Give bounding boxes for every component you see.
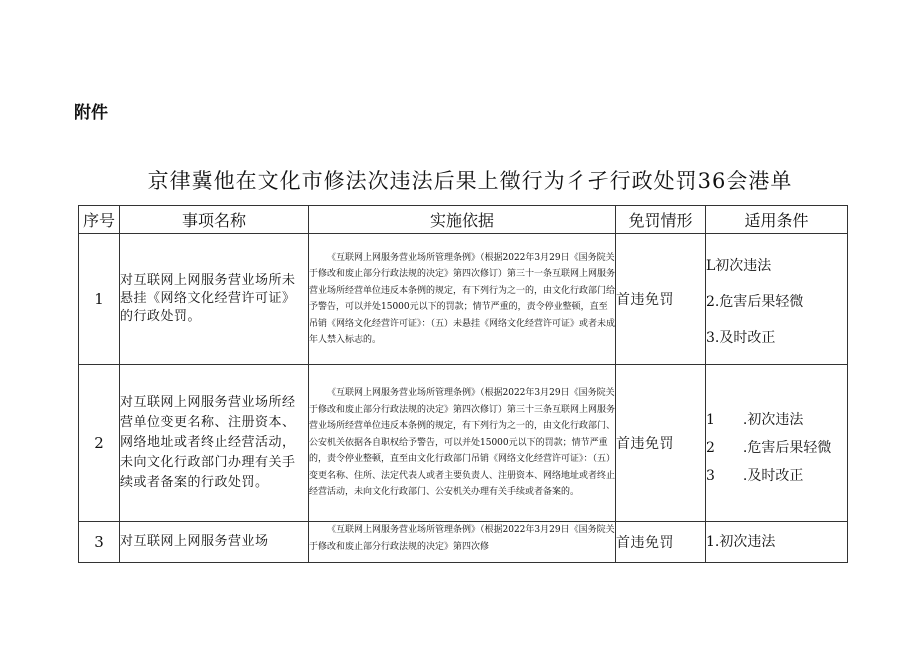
- penalty-list-table: [78, 205, 848, 563]
- header-item-name: 事项名称: [120, 206, 309, 234]
- row-basis-text: 《互联网上网服务营业场所管理条例》（根据2022年3月29日《国务院关于修改和废止部分行政法规的决定》第四次修订）第三十三条互联网上网服务营业场所经营单位违反本条例的规定，有下列行为之一的，由文化行政部门、公安机关依据各自职权给予警告，可以并处15000元以下的罚款；情节严重的，责令停业整顿，直至由文化行政部门吊销《网络文化经营许可证》：（五）变更名称、住所、法定代表人或者主要负责人、注册资本、网络地址或者终止经营活动，未向文化行政部门、公安机关办理有关手续或者备案的。: [309, 388, 616, 498]
- table-header-row: [79, 206, 848, 234]
- header-exemption: 免罚情形: [616, 206, 706, 234]
- row-conditions: [706, 522, 848, 563]
- header-seq: 序号: [79, 206, 120, 234]
- attachment-label: 附件: [74, 103, 108, 123]
- row-seq: 1: [79, 234, 120, 365]
- condition-item: L初次违法: [706, 258, 772, 274]
- row-basis: [309, 234, 616, 365]
- condition-item: 2 .危害后果轻微: [706, 440, 832, 456]
- condition-item: 2.危害后果轻微: [706, 294, 804, 310]
- row-item-name: 对互联网上网服务营业场: [120, 522, 309, 563]
- header-conditions: 适用条件: [706, 206, 848, 234]
- table-row: [79, 522, 848, 563]
- condition-item: 3 .及时改正: [706, 468, 804, 484]
- header-basis: 实施依据: [309, 206, 616, 234]
- row-seq: 3: [79, 522, 120, 563]
- row-conditions: [706, 234, 848, 365]
- row-basis-text: 《互联网上网服务营业场所管理条例》（根据2022年3月29日《国务院关于修改和废止部分行政法规的决定》第四次修: [309, 525, 615, 552]
- row-item-name: 对互联网上网服务营业场所经营单位变更名称、注册资本、网络地址或者终止经营活动，未向文化行政部门办理有关手续或者备案的行政处罚。: [120, 365, 309, 522]
- row-exemption: 首违免罚: [616, 365, 706, 522]
- row-basis: [309, 522, 616, 563]
- row-item-name: 对互联网上网服务营业场所未悬挂《网络文化经营许可证》的行政处罚。: [120, 234, 309, 365]
- table-row: [79, 234, 848, 365]
- row-exemption: 首违免罚: [616, 234, 706, 365]
- row-exemption: 首违免罚: [616, 522, 706, 563]
- row-conditions: [706, 365, 848, 522]
- row-seq: 2: [79, 365, 120, 522]
- table-row: [79, 365, 848, 522]
- condition-item: 1 .初次违法: [706, 412, 804, 428]
- row-basis-text: 《互联网上网服务营业场所管理条例》（根据2022年3月29日《国务院关于修改和废止部分行政法规的决定》第四次修订）第三十一条互联网上网服务营业场所经营单位违反本条例的规定，有下列行为之一的，由文化行政部门给予警告，可以并处15000元以下的罚款；情节严重的，责令停业整顿，直至吊销《网络文化经营许可证》：（五）未悬挂《网络文化经营许可证》或者未成年人禁入标志的。: [309, 252, 616, 345]
- condition-item: 1.初次违法: [706, 534, 776, 550]
- row-basis: [309, 365, 616, 522]
- condition-item: 3.及时改正: [706, 330, 776, 346]
- document-title: 京律冀他在文化市修法次违法后果上徵行为彳孑行政处罚36会港单: [147, 169, 793, 193]
